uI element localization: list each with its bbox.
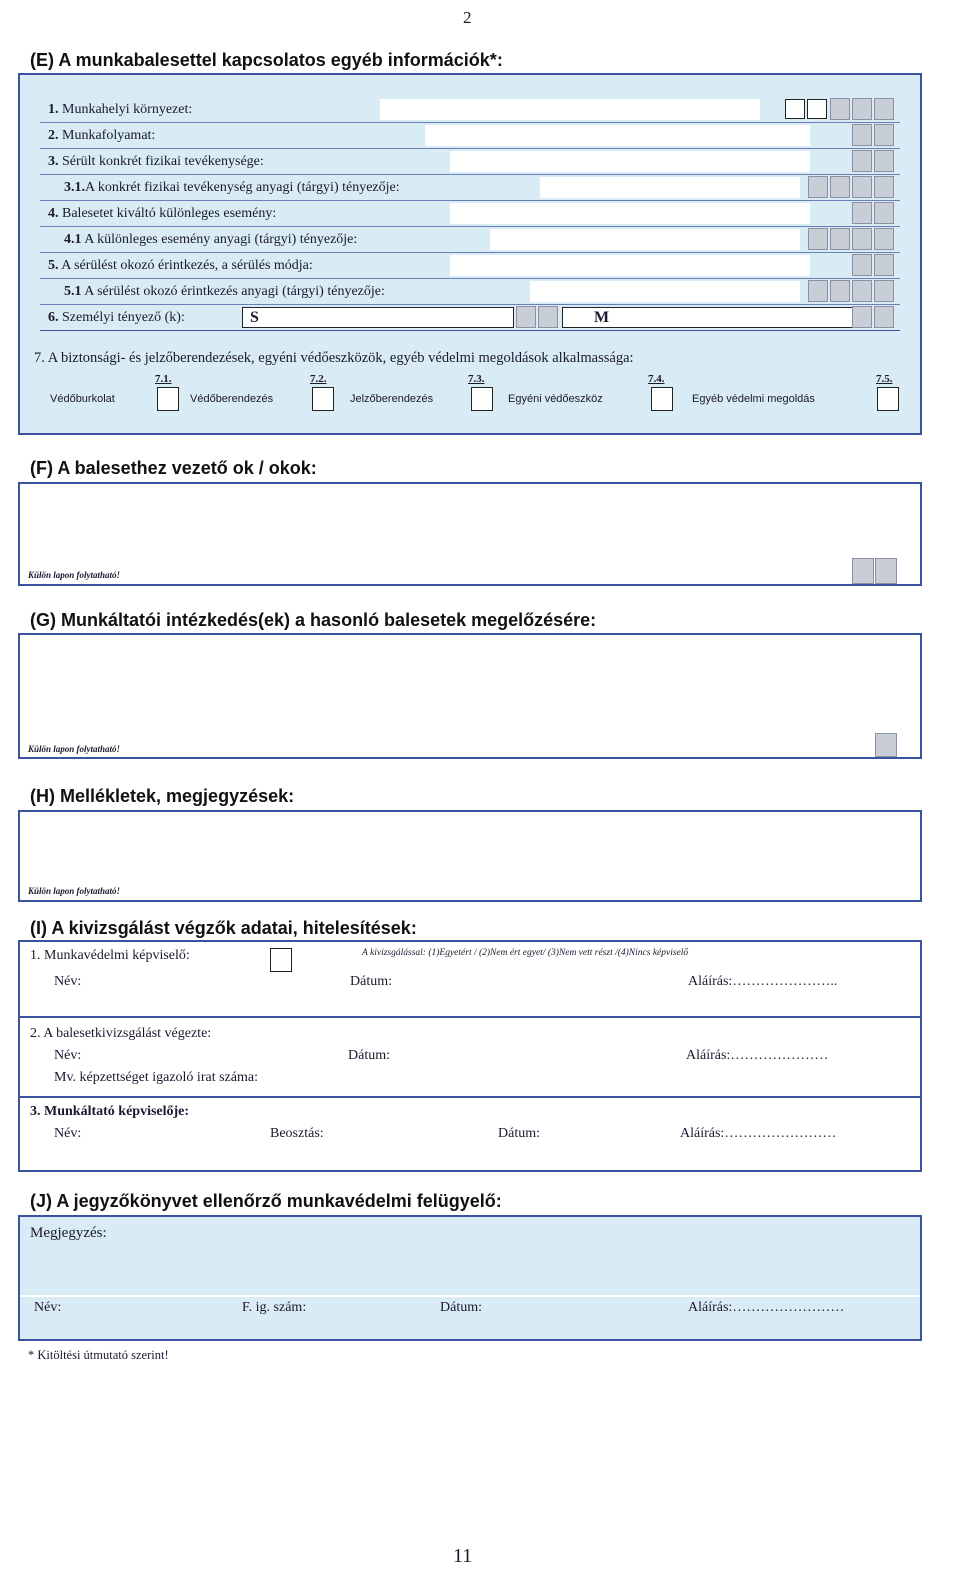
- item-7-4-label: Egyéni védőeszköz: [508, 393, 603, 405]
- row-label: Munkafolyamat:: [62, 128, 156, 143]
- section-g-title: (G) Munkáltatói intézkedés(ek) a hasonló balesetek megelőzésére:: [30, 610, 597, 630]
- row-number: 4.1: [64, 232, 82, 247]
- top-page-number: 2: [463, 8, 472, 27]
- row-number: 5.: [48, 258, 59, 273]
- alairas-line: Aláírás:……………………: [688, 1300, 845, 1315]
- code-box-grey[interactable]: [852, 202, 872, 224]
- code-box-grey[interactable]: [852, 98, 872, 120]
- item-7-5-label: Egyéb védelmi megoldás: [692, 393, 815, 405]
- fig-label: F. ig. szám:: [242, 1300, 307, 1315]
- code-box-grey[interactable]: [538, 306, 558, 328]
- answer-field[interactable]: [380, 99, 760, 120]
- datum-label: Dátum:: [498, 1126, 540, 1141]
- item-7-4-checkbox[interactable]: [651, 387, 673, 411]
- section-i-box: [18, 940, 922, 1172]
- code-box-grey[interactable]: [874, 228, 894, 250]
- bottom-page-number: 11: [453, 1545, 473, 1567]
- code-box[interactable]: [785, 99, 805, 119]
- megjegyzes-field[interactable]: [24, 1249, 916, 1293]
- block-1: [20, 942, 920, 1018]
- row-munkafolyamat: [40, 123, 900, 149]
- code-box-grey[interactable]: [874, 124, 894, 146]
- item-7-3-label: Jelzőberendezés: [350, 393, 434, 405]
- answer-field[interactable]: [530, 281, 800, 302]
- code-box-grey[interactable]: [852, 150, 872, 172]
- row-szemelyi-tenyezo: [40, 305, 900, 331]
- continue-note: Külön lapon folytatható!: [28, 570, 121, 580]
- code-box-grey[interactable]: [830, 228, 850, 250]
- datum-label: Dátum:: [440, 1300, 482, 1315]
- qualification-label: Mv. képzettséget igazoló irat száma:: [54, 1070, 258, 1085]
- item-7-2-number: 7.2.: [310, 373, 327, 385]
- item-7-5-checkbox[interactable]: [877, 387, 899, 411]
- code-box-grey[interactable]: [874, 306, 894, 328]
- item-7-1-number: 7.1.: [155, 373, 172, 385]
- code-box-grey[interactable]: [852, 558, 874, 584]
- code-box-grey[interactable]: [808, 176, 828, 198]
- alairas-line: Aláírás:…………………: [686, 1048, 829, 1063]
- row-label: Munkahelyi környezet:: [62, 102, 193, 117]
- representative-legend: A kivizsgálással: (1)Egyetért / (2)Nem ért egyet/ (3)Nem vett részt /(4)Nincs képviselő: [362, 948, 689, 958]
- row-serulest-okozo-erintkezes: [40, 253, 900, 279]
- s-field[interactable]: [242, 307, 514, 328]
- datum-label: Dátum:: [348, 1048, 390, 1063]
- section-i-title: (I) A kivizsgálást végzők adatai, hitelesítések:: [30, 918, 417, 938]
- code-box-grey[interactable]: [874, 176, 894, 198]
- block-2: [20, 1020, 920, 1098]
- section-g-box[interactable]: [18, 633, 922, 759]
- continue-note: Külön lapon folytatható!: [28, 744, 121, 754]
- s-letter: S: [250, 309, 259, 326]
- row-label: A különleges esemény anyagi (tárgyi) tényezője:: [84, 232, 358, 247]
- row-label: A konkrét fizikai tevékenység anyagi (tárgyi) tényezője:: [85, 180, 400, 195]
- code-box-grey[interactable]: [852, 124, 872, 146]
- representative-label: 1. Munkavédelmi képviselő:: [30, 948, 190, 963]
- item-7-1-checkbox[interactable]: [157, 387, 179, 411]
- code-box-grey[interactable]: [808, 228, 828, 250]
- representative-checkbox[interactable]: [270, 948, 292, 972]
- answer-field[interactable]: [490, 229, 800, 250]
- row-munkahelyi-kornyezet: [40, 97, 900, 123]
- code-box-grey[interactable]: [874, 202, 894, 224]
- code-box-grey[interactable]: [875, 733, 897, 757]
- item-7-1-label: Védőburkolat: [50, 393, 115, 405]
- alairas-line: Aláírás:……………………: [680, 1126, 837, 1141]
- answer-field[interactable]: [450, 151, 810, 172]
- item-7-5-number: 7.5.: [876, 373, 893, 385]
- item-7-4-number: 7.4.: [648, 373, 665, 385]
- row-7-label: 7. A biztonsági- és jelzőberendezések, egyéni védőeszközök, egyéb védelmi megoldások alkalmassága:: [34, 350, 634, 366]
- answer-field[interactable]: [425, 125, 810, 146]
- section-j-box: [18, 1215, 922, 1341]
- row-label: A sérülést okozó érintkezés, a sérülés módja:: [61, 258, 313, 273]
- answer-field[interactable]: [450, 255, 810, 276]
- section-f-box[interactable]: [18, 482, 922, 586]
- code-box-grey[interactable]: [830, 280, 850, 302]
- row-number: 5.1: [64, 284, 82, 299]
- row-kulonleges-esemeny-tenyezo: [40, 227, 900, 253]
- section-e-title: (E) A munkabalesettel kapcsolatos egyéb információk*:: [30, 50, 503, 70]
- employer-label: 3. Munkáltató képviselője:: [30, 1104, 190, 1119]
- row-label: Személyi tényező (k):: [62, 310, 185, 325]
- row-number: 1.: [48, 102, 59, 117]
- datum-label: Dátum:: [350, 974, 392, 989]
- code-box-grey[interactable]: [875, 558, 897, 584]
- nev-label: Név:: [54, 974, 82, 989]
- section-h-box[interactable]: [18, 810, 922, 902]
- nev-label: Név:: [54, 1048, 82, 1063]
- row-erintkezes-tenyezo: [40, 279, 900, 305]
- nev-label: Név:: [34, 1300, 62, 1315]
- code-box-grey[interactable]: [830, 176, 850, 198]
- row-number: 2.: [48, 128, 59, 143]
- code-box-grey[interactable]: [852, 280, 872, 302]
- alairas-line: Aláírás:…………………..: [688, 974, 838, 989]
- section-e-box: [18, 73, 922, 435]
- item-7-2-checkbox[interactable]: [312, 387, 334, 411]
- code-box-grey[interactable]: [852, 228, 872, 250]
- megjegyzes-label: Megjegyzés:: [30, 1225, 107, 1241]
- row-number: 6.: [48, 310, 59, 325]
- code-box-grey[interactable]: [830, 98, 850, 120]
- block-3: [20, 1100, 920, 1170]
- code-box-grey[interactable]: [874, 280, 894, 302]
- section-f-title: (F) A balesethez vezető ok / okok:: [30, 458, 317, 478]
- continue-note: Külön lapon folytatható!: [28, 886, 121, 896]
- footnote: * Kitöltési útmutató szerint!: [28, 1348, 169, 1362]
- code-box-grey[interactable]: [852, 306, 872, 328]
- row-kulonleges-esemeny: [40, 201, 900, 227]
- row-fizikai-tevekenyseg-tenyezo: [40, 175, 900, 201]
- code-box-grey[interactable]: [852, 176, 872, 198]
- row-label: A sérülést okozó érintkezés anyagi (tárgyi) tényezője:: [84, 284, 385, 299]
- code-box[interactable]: [807, 99, 827, 119]
- row-label: Balesetet kiváltó különleges esemény:: [62, 206, 277, 221]
- item-7-2-label: Védőberendezés: [190, 393, 274, 405]
- item-7-3-number: 7.3.: [468, 373, 485, 385]
- row-number: 3.1.: [64, 180, 85, 195]
- item-7-3-checkbox[interactable]: [471, 387, 493, 411]
- code-box-grey[interactable]: [516, 306, 536, 328]
- answer-field[interactable]: [450, 203, 810, 224]
- investigator-label: 2. A balesetkivizsgálást végezte:: [30, 1026, 212, 1041]
- answer-field[interactable]: [540, 177, 800, 198]
- code-box-grey[interactable]: [808, 280, 828, 302]
- row-label: Sérült konkrét fizikai tevékenysége:: [62, 154, 264, 169]
- beosztas-label: Beosztás:: [270, 1126, 324, 1141]
- divider: [20, 1295, 920, 1297]
- section-h-title: (H) Mellékletek, megjegyzések:: [30, 786, 295, 806]
- code-box-grey[interactable]: [874, 150, 894, 172]
- row-number: 3.: [48, 154, 59, 169]
- section-j-title: (J) A jegyzőkönyvet ellenőrző munkavédelmi felügyelő:: [30, 1191, 502, 1211]
- m-letter: M: [594, 309, 610, 326]
- code-box-grey[interactable]: [874, 98, 894, 120]
- row-number: 4.: [48, 206, 59, 221]
- nev-label: Név:: [54, 1126, 82, 1141]
- row-fizikai-tevekenyseg: [40, 149, 900, 175]
- code-box-grey[interactable]: [852, 254, 872, 276]
- code-box-grey[interactable]: [874, 254, 894, 276]
